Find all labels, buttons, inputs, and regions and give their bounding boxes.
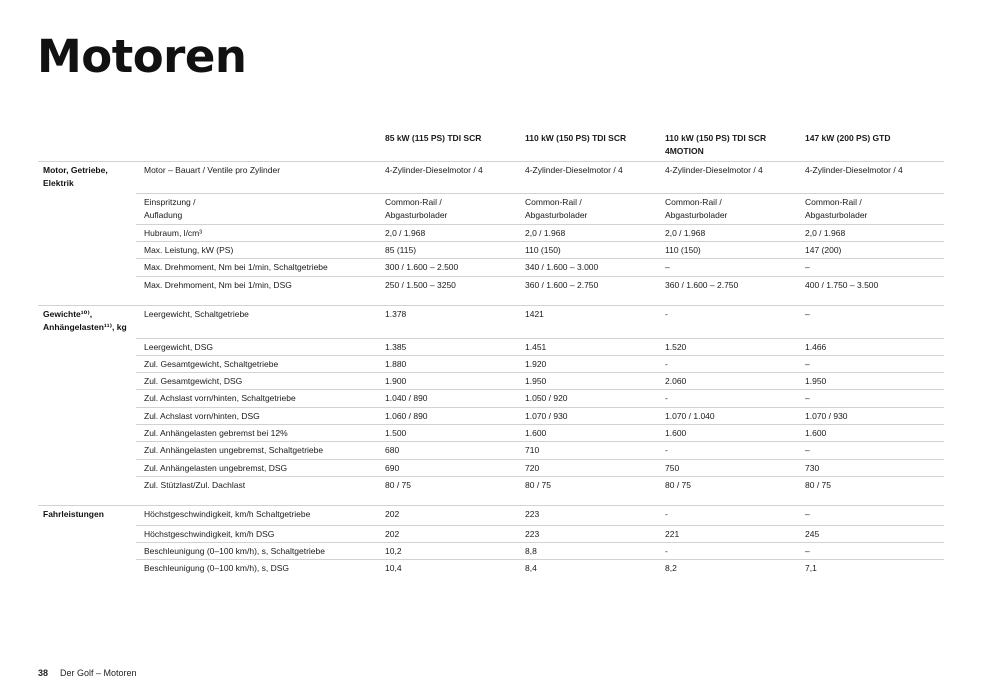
table-cell: 1.466: [805, 341, 827, 352]
row-label: Zul. Achslast vorn/hinten, Schaltgetriebe: [144, 393, 296, 404]
table-cell: 1421: [525, 308, 544, 319]
table-cell: 147 (200): [805, 245, 842, 256]
row-label: Max. Leistung, kW (PS): [144, 245, 234, 256]
table-cell: Common-Rail / Abgasturbolader: [805, 197, 868, 221]
table-cell: –: [665, 262, 670, 273]
row-label: Leergewicht, Schaltgetriebe: [144, 308, 249, 319]
table-row: [38, 161, 944, 194]
row-label: Höchstgeschwindigkeit, km/h DSG: [144, 528, 275, 539]
table-cell: -: [665, 509, 668, 520]
table-cell: 245: [805, 528, 820, 539]
row-label: Höchstgeschwindigkeit, km/h Schaltgetriebe: [144, 509, 311, 520]
table-cell: 2,0 / 1.968: [805, 227, 846, 238]
row-label: Motor – Bauart / Ventile pro Zylinder: [144, 164, 281, 175]
table-row: [38, 559, 944, 576]
table-cell: 1.950: [805, 376, 827, 387]
table-cell: -: [665, 393, 668, 404]
table-cell: 8,4: [525, 563, 537, 574]
table-row: [38, 542, 944, 559]
table-row: [38, 241, 944, 258]
column-header: 110 kW (150 PS) TDI SCR: [525, 133, 627, 143]
table-row: [38, 407, 944, 424]
section-spacer: [38, 293, 944, 305]
table-cell: 221: [665, 528, 680, 539]
table-cell: 1.378: [385, 308, 407, 319]
page-footer: [38, 668, 137, 678]
table-cell: 2,0 / 1.968: [385, 227, 426, 238]
table-cell: 1.385: [385, 341, 407, 352]
row-label: Max. Drehmoment, Nm bei 1/min, Schaltgetriebe: [144, 262, 328, 273]
table-cell: -: [665, 358, 668, 369]
table-cell: 8,8: [525, 545, 537, 556]
footer-text: Der Golf – Motoren: [60, 668, 137, 678]
table-cell: 7,1: [805, 563, 817, 574]
page-title: Motoren: [37, 30, 247, 83]
row-label: Zul. Anhängelasten ungebremst, DSG: [144, 462, 288, 473]
table-cell: 250 / 1.500 – 3250: [385, 279, 456, 290]
table-cell: 1.060 / 890: [385, 410, 428, 421]
table-cell: 80 / 75: [525, 479, 551, 490]
table-cell: -: [665, 545, 668, 556]
table-cell: –: [805, 262, 810, 273]
table-cell: 1.451: [525, 341, 547, 352]
table-cell: 360 / 1.600 – 2.750: [525, 279, 599, 290]
table-cell: 10,2: [385, 545, 402, 556]
table-cell: 1.950: [525, 376, 547, 387]
table-row: [38, 505, 944, 524]
table-cell: 300 / 1.600 – 2.500: [385, 262, 459, 273]
table-cell: 1.050 / 920: [525, 393, 568, 404]
row-label: Zul. Anhängelasten ungebremst, Schaltgetriebe: [144, 445, 324, 456]
table-row: [38, 276, 944, 293]
table-cell: 4-Zylinder-Dieselmotor / 4: [805, 164, 903, 175]
section-spacer: [38, 493, 944, 505]
table-row: [38, 193, 944, 224]
row-label: Beschleunigung (0–100 km/h), s, Schaltgetriebe: [144, 545, 325, 556]
table-cell: 4-Zylinder-Dieselmotor / 4: [665, 164, 763, 175]
table-cell: 710: [525, 445, 540, 456]
table-row: [38, 476, 944, 493]
table-cell: 360 / 1.600 – 2.750: [665, 279, 739, 290]
column-header: 147 kW (200 PS) GTD: [805, 133, 891, 143]
table-cell: 8,2: [665, 563, 677, 574]
row-label: Zul. Gesamtgewicht, Schaltgetriebe: [144, 358, 279, 369]
table-row: [38, 459, 944, 476]
table-cell: 2.060: [665, 376, 687, 387]
row-label: Leergewicht, DSG: [144, 341, 213, 352]
table-row: [38, 338, 944, 355]
table-cell: 1.070 / 1.040: [665, 410, 715, 421]
table-row: [38, 224, 944, 241]
table-cell: 2,0 / 1.968: [665, 227, 706, 238]
table-cell: 1.040 / 890: [385, 393, 428, 404]
table-row: [38, 441, 944, 458]
table-cell: 340 / 1.600 – 3.000: [525, 262, 599, 273]
table-cell: 4-Zylinder-Dieselmotor / 4: [525, 164, 623, 175]
table-cell: 750: [665, 462, 680, 473]
table-cell: –: [805, 445, 810, 456]
table-cell: Common-Rail / Abgasturbolader: [525, 197, 588, 221]
table-cell: 1.600: [805, 428, 827, 439]
table-cell: 202: [385, 528, 400, 539]
table-cell: 1.600: [525, 428, 547, 439]
table-cell: 223: [525, 528, 540, 539]
table-cell: 223: [525, 509, 540, 520]
table-cell: Common-Rail / Abgasturbolader: [665, 197, 728, 221]
table-cell: 1.070 / 930: [525, 410, 568, 421]
spec-table: [38, 130, 944, 576]
table-cell: 720: [525, 462, 540, 473]
table-cell: 85 (115): [385, 245, 417, 256]
table-cell: 1.900: [385, 376, 407, 387]
table-row: [38, 305, 944, 338]
table-cell: -: [665, 445, 668, 456]
table-cell: 2,0 / 1.968: [525, 227, 566, 238]
table-cell: –: [805, 308, 810, 319]
section-title: Gewichte¹⁰⁾, Anhängelasten¹¹⁾, kg: [38, 305, 136, 338]
table-cell: 680: [385, 445, 400, 456]
table-cell: –: [805, 509, 810, 520]
table-cell: 1.520: [665, 341, 687, 352]
page-number: 38: [38, 668, 49, 678]
table-row: [38, 258, 944, 275]
row-label: Max. Drehmoment, Nm bei 1/min, DSG: [144, 279, 292, 290]
table-cell: 400 / 1.750 – 3.500: [805, 279, 879, 290]
table-cell: –: [805, 393, 810, 404]
section-title: Fahrleistungen: [38, 505, 136, 524]
table-cell: -: [665, 308, 668, 319]
table-cell: 80 / 75: [385, 479, 411, 490]
table-cell: –: [805, 545, 810, 556]
table-cell: 1.500: [385, 428, 407, 439]
table-row: [38, 372, 944, 389]
row-label: Zul. Stützlast/Zul. Dachlast: [144, 479, 246, 490]
table-cell: 10,4: [385, 563, 402, 574]
table-cell: 690: [385, 462, 400, 473]
row-label: Beschleunigung (0–100 km/h), s, DSG: [144, 563, 290, 574]
table-cell: 4-Zylinder-Dieselmotor / 4: [385, 164, 483, 175]
table-cell: 1.880: [385, 358, 407, 369]
table-cell: Common-Rail / Abgasturbolader: [385, 197, 448, 221]
section-title: Motor, Getriebe, Elektrik: [38, 161, 136, 194]
row-label: Hubraum, l/cm³: [144, 227, 203, 238]
table-cell: 1.070 / 930: [805, 410, 848, 421]
table-row: [38, 525, 944, 542]
row-label: Zul. Achslast vorn/hinten, DSG: [144, 410, 260, 421]
table-cell: 80 / 75: [805, 479, 831, 490]
column-header: 110 kW (150 PS) TDI SCR 4MOTION: [665, 133, 767, 157]
row-label: Einspritzung / Aufladung: [144, 197, 196, 221]
row-label: Zul. Anhängelasten gebremst bei 12%: [144, 428, 288, 439]
table-cell: 110 (150): [665, 245, 701, 256]
table-row: [38, 355, 944, 372]
table-cell: 110 (150): [525, 245, 561, 256]
table-cell: 1.600: [665, 428, 687, 439]
row-label: Zul. Gesamtgewicht, DSG: [144, 376, 243, 387]
table-cell: 202: [385, 509, 400, 520]
column-header: 85 kW (115 PS) TDI SCR: [385, 133, 482, 143]
table-cell: 80 / 75: [665, 479, 691, 490]
table-cell: 1.920: [525, 358, 547, 369]
table-cell: –: [805, 358, 810, 369]
table-header: [38, 130, 944, 161]
table-row: [38, 389, 944, 406]
table-row: [38, 424, 944, 441]
table-cell: 730: [805, 462, 820, 473]
